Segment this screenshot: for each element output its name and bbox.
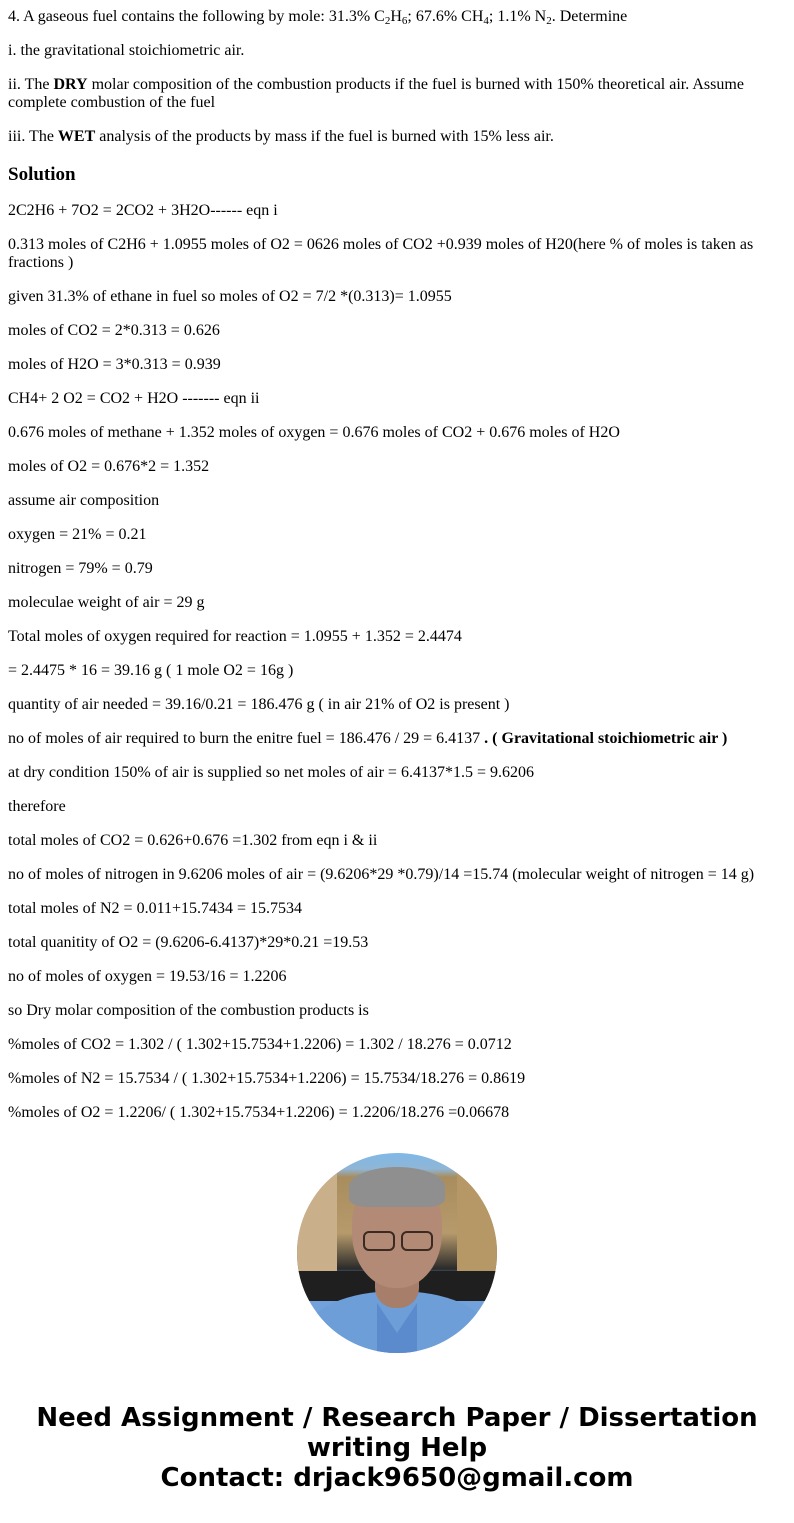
- solution-line: quantity of air needed = 39.16/0.21 = 186.476 g ( in air 21% of O2 is present ): [8, 696, 510, 713]
- solution-line-gravitational: no of moles of air required to burn the enitre fuel = 186.476 / 29 = 6.4137 . ( Gravitational stoichiometric air ): [8, 730, 728, 747]
- solution-line: total moles of CO2 = 0.626+0.676 =1.302 from eqn i & ii: [8, 832, 378, 849]
- solution-line: moles of CO2 = 2*0.313 = 0.626: [8, 322, 220, 339]
- question-part-iii: iii. The WET analysis of the products by mass if the fuel is burned with 15% less air.: [8, 128, 554, 145]
- solution-line: nitrogen = 79% = 0.79: [8, 560, 153, 577]
- question-part-i: i. the gravitational stoichiometric air.: [8, 42, 245, 59]
- solution-line: no of moles of nitrogen in 9.6206 moles of air = (9.6206*29 *0.79)/14 =15.74 (molecular weight of nitrogen = 14 g): [8, 866, 755, 883]
- promo-line-1: Need Assignment / Research Paper / Dissertation: [36, 1403, 758, 1433]
- solution-line: total quanitity of O2 = (9.6206-6.4137)*29*0.21 =19.53: [8, 934, 369, 951]
- solution-line: %moles of N2 = 15.7534 / ( 1.302+15.7534+1.2206) = 15.7534/18.276 = 0.8619: [8, 1070, 526, 1087]
- solution-line: = 2.4475 * 16 = 39.16 g ( 1 mole O2 = 16g ): [8, 662, 294, 679]
- solution-line: so Dry molar composition of the combustion products is: [8, 1002, 369, 1019]
- question-part-ii: ii. The DRY molar composition of the combustion products if the fuel is burned with 150% theoretical air. Assume complete combustion of the fuel: [8, 76, 744, 111]
- avatar-hair: [349, 1167, 445, 1207]
- solution-line: at dry condition 150% of air is supplied so net moles of air = 6.4137*1.5 = 9.6206: [8, 764, 534, 781]
- promo-contact: Contact: drjack9650@gmail.com: [160, 1463, 634, 1493]
- solution-line: 0.676 moles of methane + 1.352 moles of oxygen = 0.676 moles of CO2 + 0.676 moles of H2O: [8, 424, 620, 441]
- solution-line: moles of O2 = 0.676*2 = 1.352: [8, 458, 210, 475]
- solution-line: oxygen = 21% = 0.21: [8, 526, 147, 543]
- question-intro: 4. A gaseous fuel contains the following by mole: 31.3% $C_2H_6$; 67.6% $CH_4$; 1.1% $N_2$. Determine: [8, 8, 628, 27]
- solution-heading: Solution: [8, 164, 76, 185]
- solution-line: CH4+ 2 O2 = CO2 + H2O ------- eqn ii: [8, 390, 260, 407]
- solution-line: moles of H2O = 3*0.313 = 0.939: [8, 356, 221, 373]
- solution-line: assume air composition: [8, 492, 160, 509]
- solution-line: no of moles of oxygen = 19.53/16 = 1.2206: [8, 968, 287, 985]
- avatar-glasses-icon: [363, 1231, 433, 1251]
- solution-line: 2C2H6 + 7O2 = 2CO2 + 3H2O------ eqn i: [8, 202, 278, 219]
- document-content: [8, 0, 778, 1122]
- promo-line-2: writing Help: [306, 1433, 488, 1463]
- solution-line: therefore: [8, 798, 66, 815]
- solution-line: Total moles of oxygen required for reaction = 1.0955 + 1.352 = 2.4474: [8, 628, 462, 645]
- solution-line: 0.313 moles of C2H6 + 1.0955 moles of O2 = 0626 moles of CO2 +0.939 moles of H20(here % of moles is taken as fractions ): [8, 236, 754, 271]
- promo-banner: [0, 1403, 794, 1493]
- solution-line: %moles of O2 = 1.2206/ ( 1.302+15.7534+1.2206) = 1.2206/18.276 =0.06678: [8, 1104, 510, 1121]
- author-avatar: [297, 1153, 497, 1353]
- solution-line: moleculae weight of air = 29 g: [8, 594, 205, 611]
- solution-line: given 31.3% of ethane in fuel so moles of O2 = 7/2 *(0.313)= 1.0955: [8, 288, 452, 305]
- solution-line: total moles of N2 = 0.011+15.7434 = 15.7534: [8, 900, 303, 917]
- solution-line: %moles of CO2 = 1.302 / ( 1.302+15.7534+1.2206) = 1.302 / 18.276 = 0.0712: [8, 1036, 512, 1053]
